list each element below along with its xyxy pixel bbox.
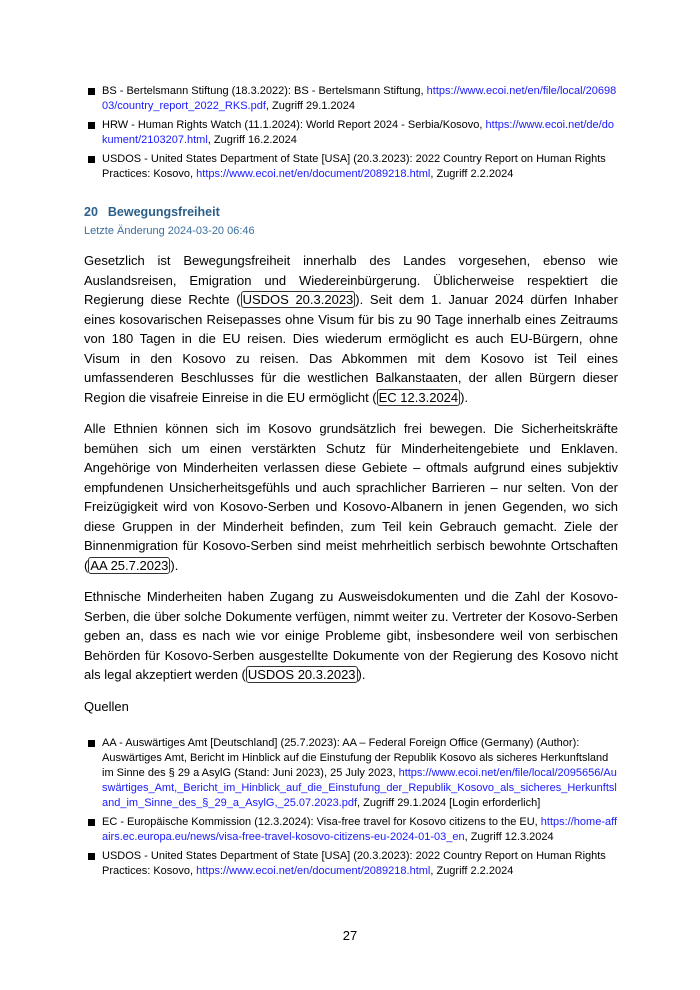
reference-access-date: , Zugriff 29.1.2024 [Login erforderlich] — [357, 796, 541, 809]
reference-text: AA - Auswärtiges Amt [Deutschland] (25.7.2023): AA – Federal Foreign Office (Germany) (Author): Auswärtiges Amt, Bericht im Hinblick auf die Einstufung der Republik Kosovo als sicheres Herkunftsland im Sinne des § 29 a AsylG (Stand: Juni 2023), 25 July 2023, — [102, 736, 609, 779]
reference-item — [84, 736, 618, 811]
citation-link[interactable]: USDOS 20.3.2023 — [247, 667, 356, 682]
reference-item — [84, 84, 618, 114]
citation-link[interactable]: USDOS 20.3.2023 — [242, 292, 354, 307]
reference-text: HRW - Human Rights Watch (11.1.2024): World Report 2024 - Serbia/Kosovo, — [102, 119, 486, 131]
reference-access-date: , Zugriff 12.3.2024 — [464, 830, 554, 843]
reference-access-date: , Zugriff 2.2.2024 — [430, 168, 514, 180]
reference-link[interactable]: https://home-affairs.ec.europa.eu/news/visa-free-travel-kosovo-citizens-eu-2024-01-03_en — [102, 815, 618, 843]
section-header — [84, 204, 618, 239]
reference-link[interactable]: https://www.ecoi.net/en/document/2089218.html — [196, 168, 431, 180]
reference-access-date: , Zugriff 29.1.2024 — [265, 100, 355, 112]
reference-text: USDOS - United States Department of State [USA] (20.3.2023): 2022 Country Report on Human Rights Practices: Kosovo, — [102, 849, 606, 877]
reference-item — [84, 118, 618, 148]
reference-text: EC - Europäische Kommission (12.3.2024): Visa-free travel for Kosovo citizens to the EU, — [102, 815, 541, 828]
document-page — [84, 84, 618, 883]
reference-link[interactable]: https://www.ecoi.net/en/file/local/2069803/country_report_2022_RKS.pdf — [102, 85, 617, 112]
square-bullet-icon — [88, 853, 95, 860]
reference-text: USDOS - United States Department of State [USA] (20.3.2023): 2022 Country Report on Human Rights Practices: Kosovo, — [102, 153, 606, 180]
reference-access-date: , Zugriff 16.2.2024 — [207, 134, 297, 146]
bottom-reference-list — [84, 736, 618, 879]
citation-link[interactable]: AA 25.7.2023 — [90, 557, 169, 573]
reference-link[interactable]: https://www.ecoi.net/de/dokument/2103207.html — [102, 119, 614, 146]
section-number: 20 — [84, 205, 98, 219]
body-paragraph: Ethnische Minderheiten haben Zugang zu Ausweisdokumenten und die Zahl der Kosovo-Serben, die über solche Dokumente verfügen, nimmt weiter zu. Vertreter der Kosovo-Serben geben an, dass es nach wie vor einige Probleme gibt, insbesondere weil von serbischen Behörden für Kosovo-Serben ausgestellte Dokumente von der Regierung des Kosovo nicht als legal akzeptiert werden ( USDOS 20.3.2023 ). — [84, 589, 618, 682]
square-bullet-icon — [88, 88, 95, 95]
sources-label: Quellen — [84, 698, 129, 714]
square-bullet-icon — [88, 819, 95, 826]
reference-link[interactable]: https://www.ecoi.net/en/document/2089218.html — [196, 864, 431, 877]
section-title-text: Bewegungsfreiheit — [107, 205, 220, 219]
reference-text: BS - Bertelsmann Stiftung (18.3.2022): BS - Bertelsmann Stiftung, — [102, 85, 427, 97]
reference-link[interactable]: https://www.ecoi.net/en/file/local/2095656/Auswärtiges_Amt,_Bericht_im_Hinblick_auf_die_Einstufung_der_Republik_Kosovo_als_sicheres_Herkunftsland_im_Sinne_des_§_29_a_AsylG,_25.07.2023.pdf — [102, 766, 617, 809]
citation-link[interactable]: EC 12.3.2024 — [378, 389, 459, 405]
reference-item — [84, 815, 618, 845]
section-title — [84, 204, 618, 220]
last-change-date: Letzte Änderung 2024-03-20 06:46 — [84, 225, 255, 237]
reference-access-date: , Zugriff 2.2.2024 — [430, 864, 514, 877]
page-number: 27 — [342, 928, 358, 943]
square-bullet-icon — [88, 122, 95, 129]
reference-item — [84, 849, 618, 879]
body-paragraph: Gesetzlich ist Bewegungsfreiheit innerhalb des Landes vorgesehen, ebenso wie Auslandsreisen, Emigration und Wiedereinbürgerung. Üblicherweise respektiert die Regierung diese Rechte ( USDOS 20.3.2023 ). Seit dem 1. Januar 2024 dürfen Inhaber eines kosovarischen Reisepasses ohne Visum für bis zu 90 Tage innerhalb eines Zeitraums von 180 Tagen in die EU reisen. Dies wiederum ermöglicht es auch EU-Bürgern, ohne Visum in den Kosovo zu reisen. Das Abkommen mit dem Kosovo ist Teil eines umfassenderen Beschlusses für die westlichen Balkanstaaten, der allen Bürgern dieser Region die visafreie Einreise in die EU ermöglicht ( EC 12.3.2024 ). — [84, 253, 618, 405]
body-paragraph: Alle Ethnien können sich im Kosovo grundsätzlich frei bewegen. Die Sicherheitskräfte bemühen sich um einen verstärkten Schutz für Minderheitengebiete und Enklaven. Angehörige von Minderheiten verlassen diese Gebiete – oftmals aufgrund eines subjektiv empfundenen Unsicherheitsgefühls und auch sprachlicher Barrieren – nur selten. Von der Freizügigkeit wird von Kosovo-Serben und Kosovo-Albanern in jenen Gegenden, wo sich diese Gruppen in der Minderheit befinden, zum Teil kein Gebrauch gemacht. Ziele der Binnenmigration für Kosovo-Serben sind meist mehrheitlich serbisch bewohnte Ortschaften ( AA 25.7.2023 ). — [84, 421, 618, 573]
reference-item — [84, 152, 618, 182]
top-reference-list — [84, 84, 618, 182]
square-bullet-icon — [88, 740, 95, 747]
square-bullet-icon — [88, 156, 95, 163]
